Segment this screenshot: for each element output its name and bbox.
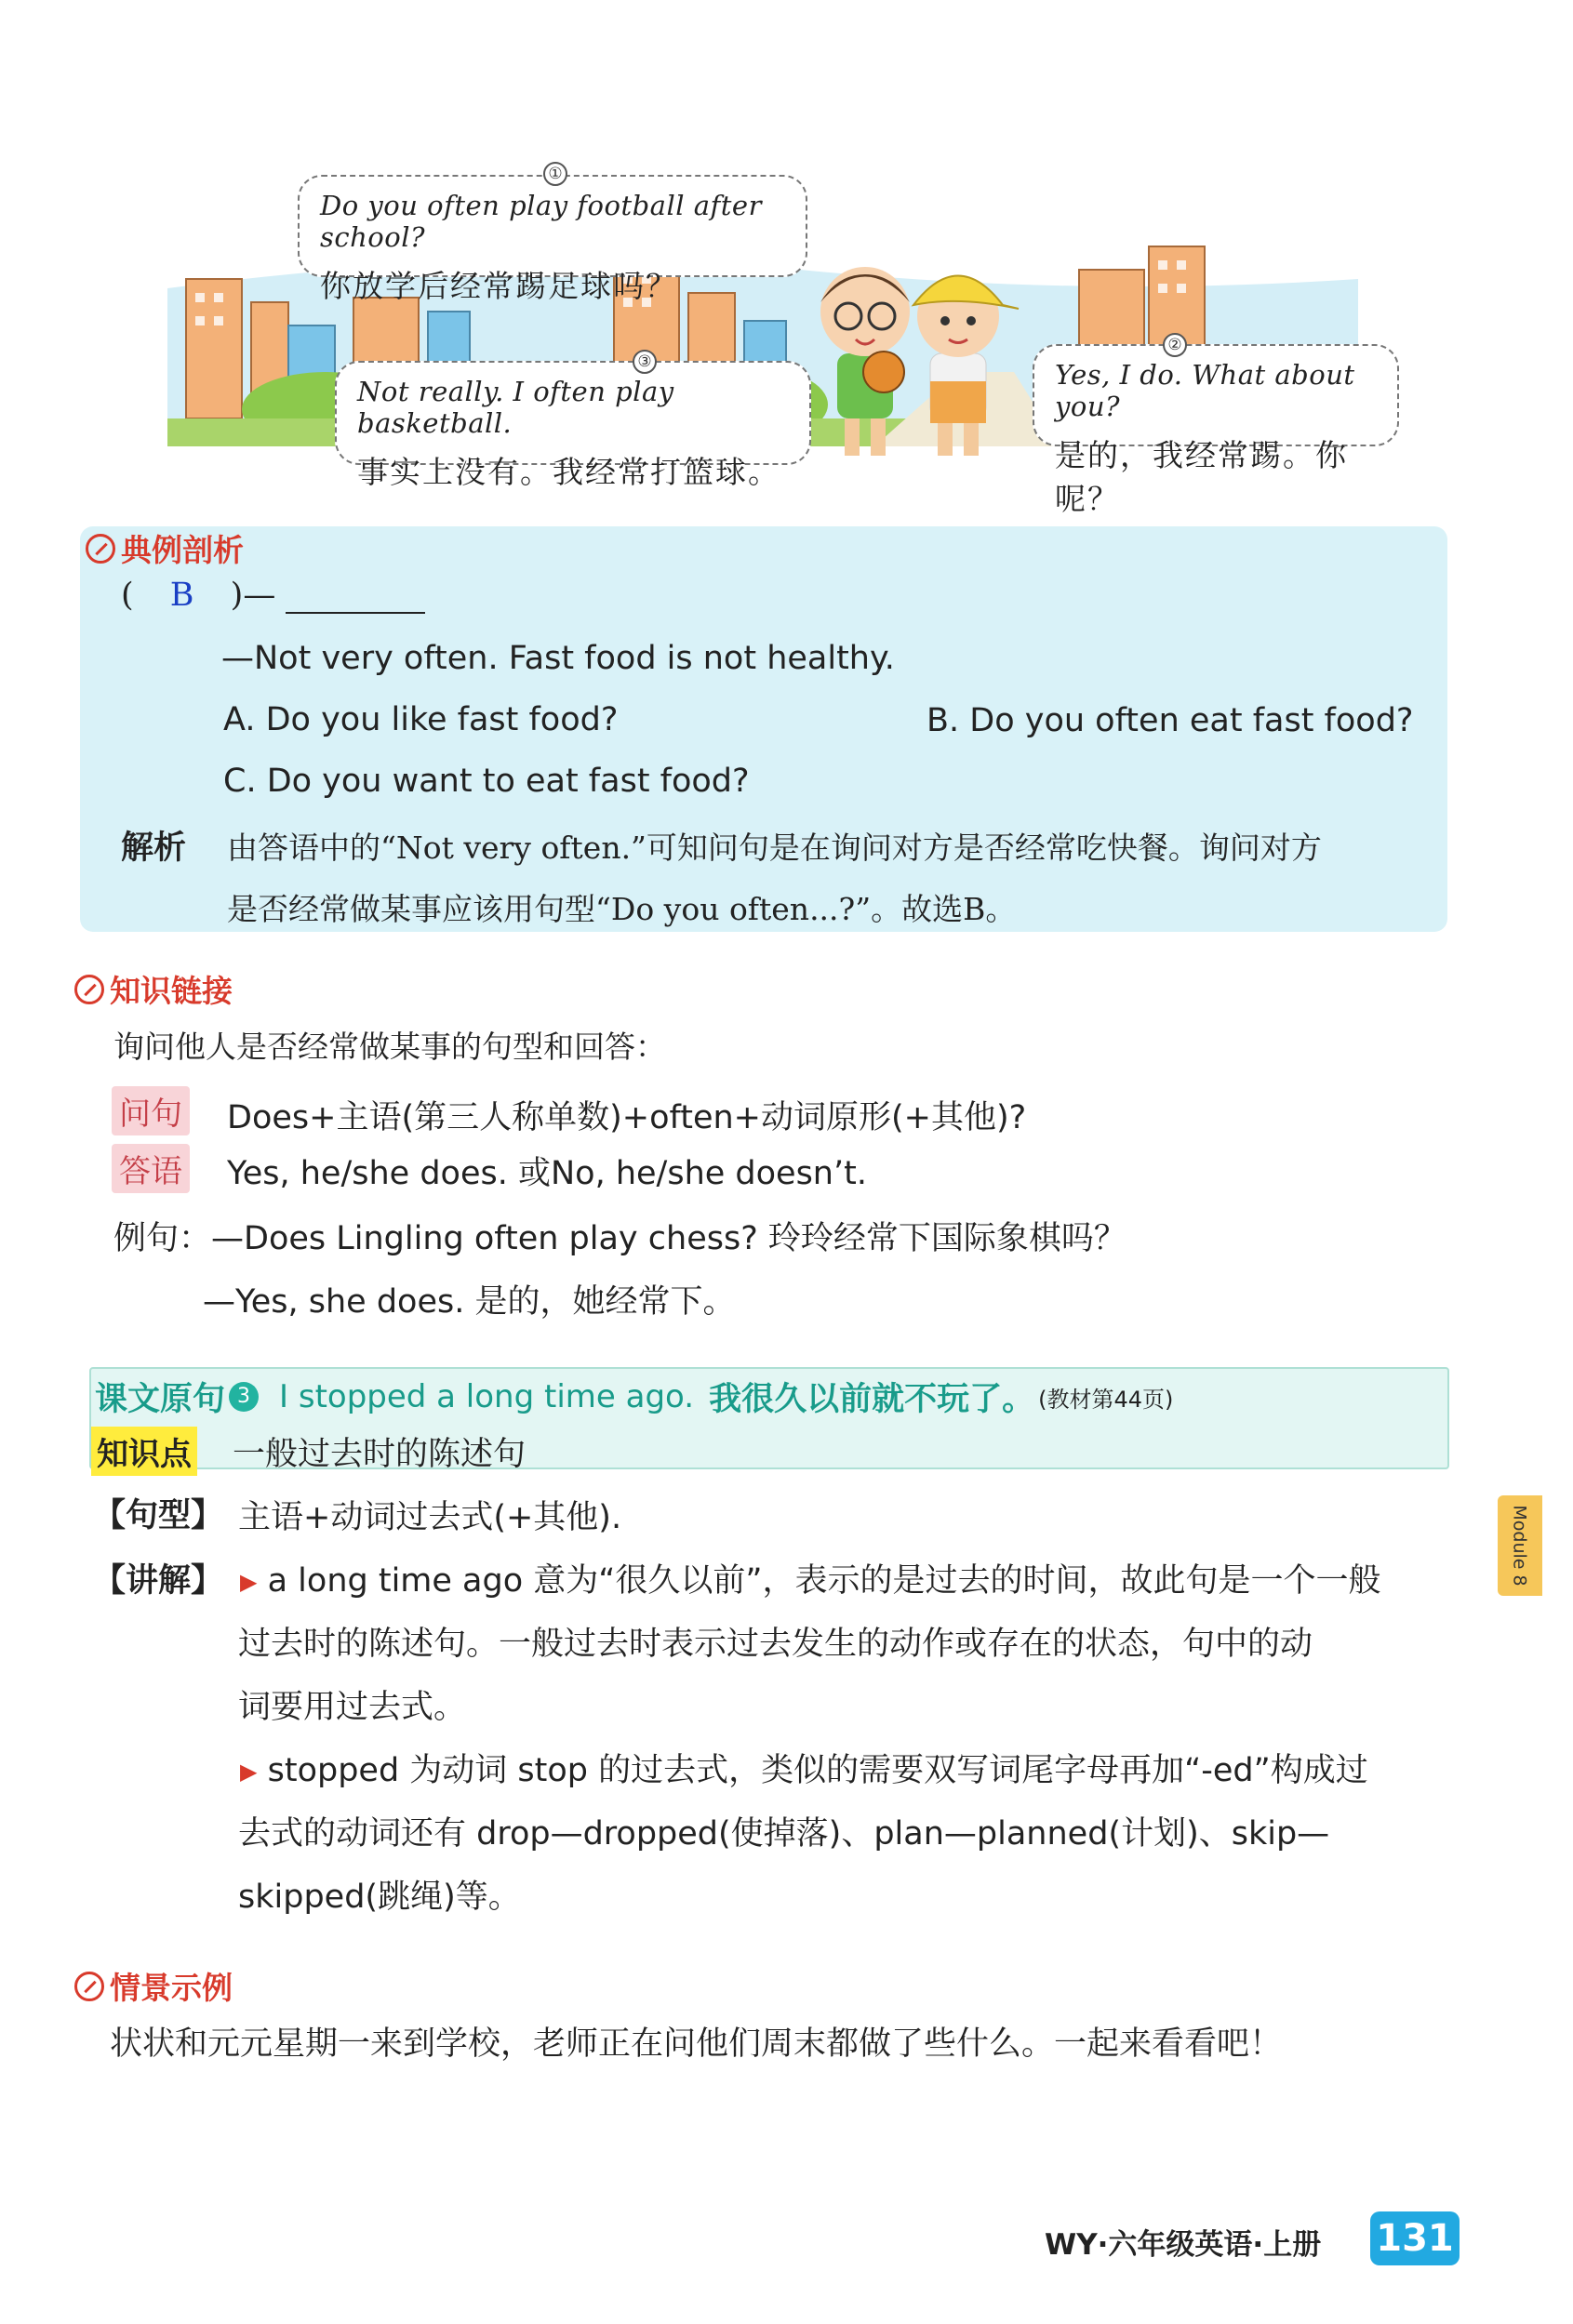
option-c: C. Do you want to eat fast food? [223, 763, 750, 800]
textbook-sentence-zh: 我很久以前就不玩了。 [709, 1381, 1035, 1418]
bubble-2-chinese: 是的，我经常踢。你呢？ [1055, 437, 1348, 517]
pattern-label: 【句型】 [93, 1497, 224, 1534]
footer-book-title: WY·六年级英语·上册 [1045, 2228, 1322, 2262]
textbook-source: (教材第44页) [1038, 1386, 1174, 1413]
knowledge-intro: 询问他人是否经常做某事的句型和回答： [113, 1029, 666, 1065]
pattern-text: 主语+动词过去式(+其他). [238, 1499, 622, 1536]
bubble-number-2: ② [1163, 333, 1187, 357]
bubble-number-3: ③ [633, 350, 657, 374]
knowledge-heading-text: 知识链接 [110, 973, 233, 1009]
knowledge-heading [74, 967, 233, 1011]
speech-bubble-1 [298, 165, 807, 304]
explain-p1-line2: 过去时的陈述句。一般过去时表示过去发生的动作或存在的状态，句中的动 [238, 1626, 1313, 1663]
example-sentence-2: —Yes, she does. 是的，她经常下。 [203, 1283, 736, 1321]
scene-heading-text: 情景示例 [110, 1970, 233, 2006]
example-reply: —Not very often. Fast food is not healthy. [221, 640, 895, 677]
answer-tag: 答语 [112, 1144, 190, 1193]
example-sentence-1: 例句：—Does Lingling often play chess? 玲玲经常下国际象棋吗？ [113, 1220, 1126, 1257]
analysis-line-2: 是否经常做某事应该用句型“Do you often...?”。故选B。 [227, 891, 1017, 927]
scene-circle-icon [74, 1972, 104, 2001]
triangle-bullet-icon: ▶ [240, 1759, 258, 1785]
knowledge-point-row [91, 1427, 526, 1476]
textbook-number: 3 [229, 1382, 259, 1412]
answer-pattern: Yes, he/she does. 或No, he/she doesn’t. [227, 1155, 867, 1192]
explain-label: 【讲解】 [93, 1562, 224, 1600]
answer-line [121, 577, 425, 614]
module-side-tab [1498, 1495, 1542, 1596]
knowledge-point-label: 知识点 [91, 1427, 197, 1476]
page-number: 131 [1370, 2211, 1460, 2265]
explain-p2-line1-text: stopped 为动词 stop 的过去式，类似的需要双写词尾字母再加“-ed”构成过 [267, 1752, 1368, 1789]
link-circle-icon [74, 975, 104, 1004]
knowledge-point-text: 一般过去时的陈述句 [233, 1435, 527, 1473]
explain-p1-line1 [240, 1555, 1381, 1601]
explain-p2-line1 [240, 1745, 1368, 1791]
analysis-label: 解析 [121, 830, 187, 867]
question-tag: 问句 [112, 1086, 190, 1135]
example-heading-text: 典例剖析 [121, 532, 244, 568]
answer-letter: B [169, 577, 194, 614]
scene-heading [74, 1964, 233, 2008]
bubble-3-chinese: 事实上没有。我经常打篮球。 [357, 454, 780, 490]
explain-p2-line3: skipped(跳绳)等。 [238, 1879, 521, 1916]
dialog-illustration [149, 139, 1414, 517]
speech-bubble-2 [1033, 336, 1399, 517]
option-b: B. Do you often eat fast food? [926, 702, 1414, 739]
scene-text: 状状和元元星期一来到学校，老师正在问他们周末都做了些什么。一起来看看吧！ [110, 2025, 1283, 2063]
explain-p2-line2: 去式的动词还有 drop—dropped(使掉落)、plan—planned(计划)、skip— [238, 1815, 1330, 1853]
textbook-label: 课文原句 [95, 1381, 226, 1418]
bubble-3-english: Not really. I often play basketball. [357, 376, 674, 439]
textbook-sentence-row [91, 1369, 1447, 1425]
basketball-icon [863, 352, 904, 392]
option-a: A. Do you like fast food? [223, 701, 619, 738]
triangle-bullet-icon: ▶ [240, 1569, 258, 1595]
slash-circle-icon [86, 534, 115, 564]
module-side-tab-text: Module 8 [1510, 1505, 1530, 1587]
textbook-sentence-en: I stopped a long time ago. [279, 1378, 695, 1415]
answer-open-paren: ( [121, 577, 134, 614]
bubble-2-english: Yes, I do. What about you? [1055, 359, 1355, 422]
textbook-sentence-box [89, 1367, 1449, 1473]
question-pattern: Does+主语(第三人称单数)+often+动词原形(+其他)? [227, 1099, 1027, 1136]
speech-bubble-3 [335, 352, 811, 490]
answer-blank [286, 586, 425, 614]
analysis-line-1: 由答语中的“Not very often.”可知问句是在询问对方是否经常吃快餐。询问对方 [227, 830, 1322, 866]
explain-p1-line1-text: a long time ago 意为“很久以前”，表示的是过去的时间，故此句是一个一般 [267, 1562, 1381, 1600]
bubble-1-english: Do you often play football after school? [320, 190, 762, 253]
example-heading [86, 526, 244, 570]
bubble-1-chinese: 你放学后经常踢足球吗？ [320, 268, 678, 304]
bubble-number-1: ① [543, 162, 567, 186]
explain-p1-line3: 词要用过去式。 [238, 1689, 467, 1726]
answer-close-paren: )— [230, 577, 276, 614]
